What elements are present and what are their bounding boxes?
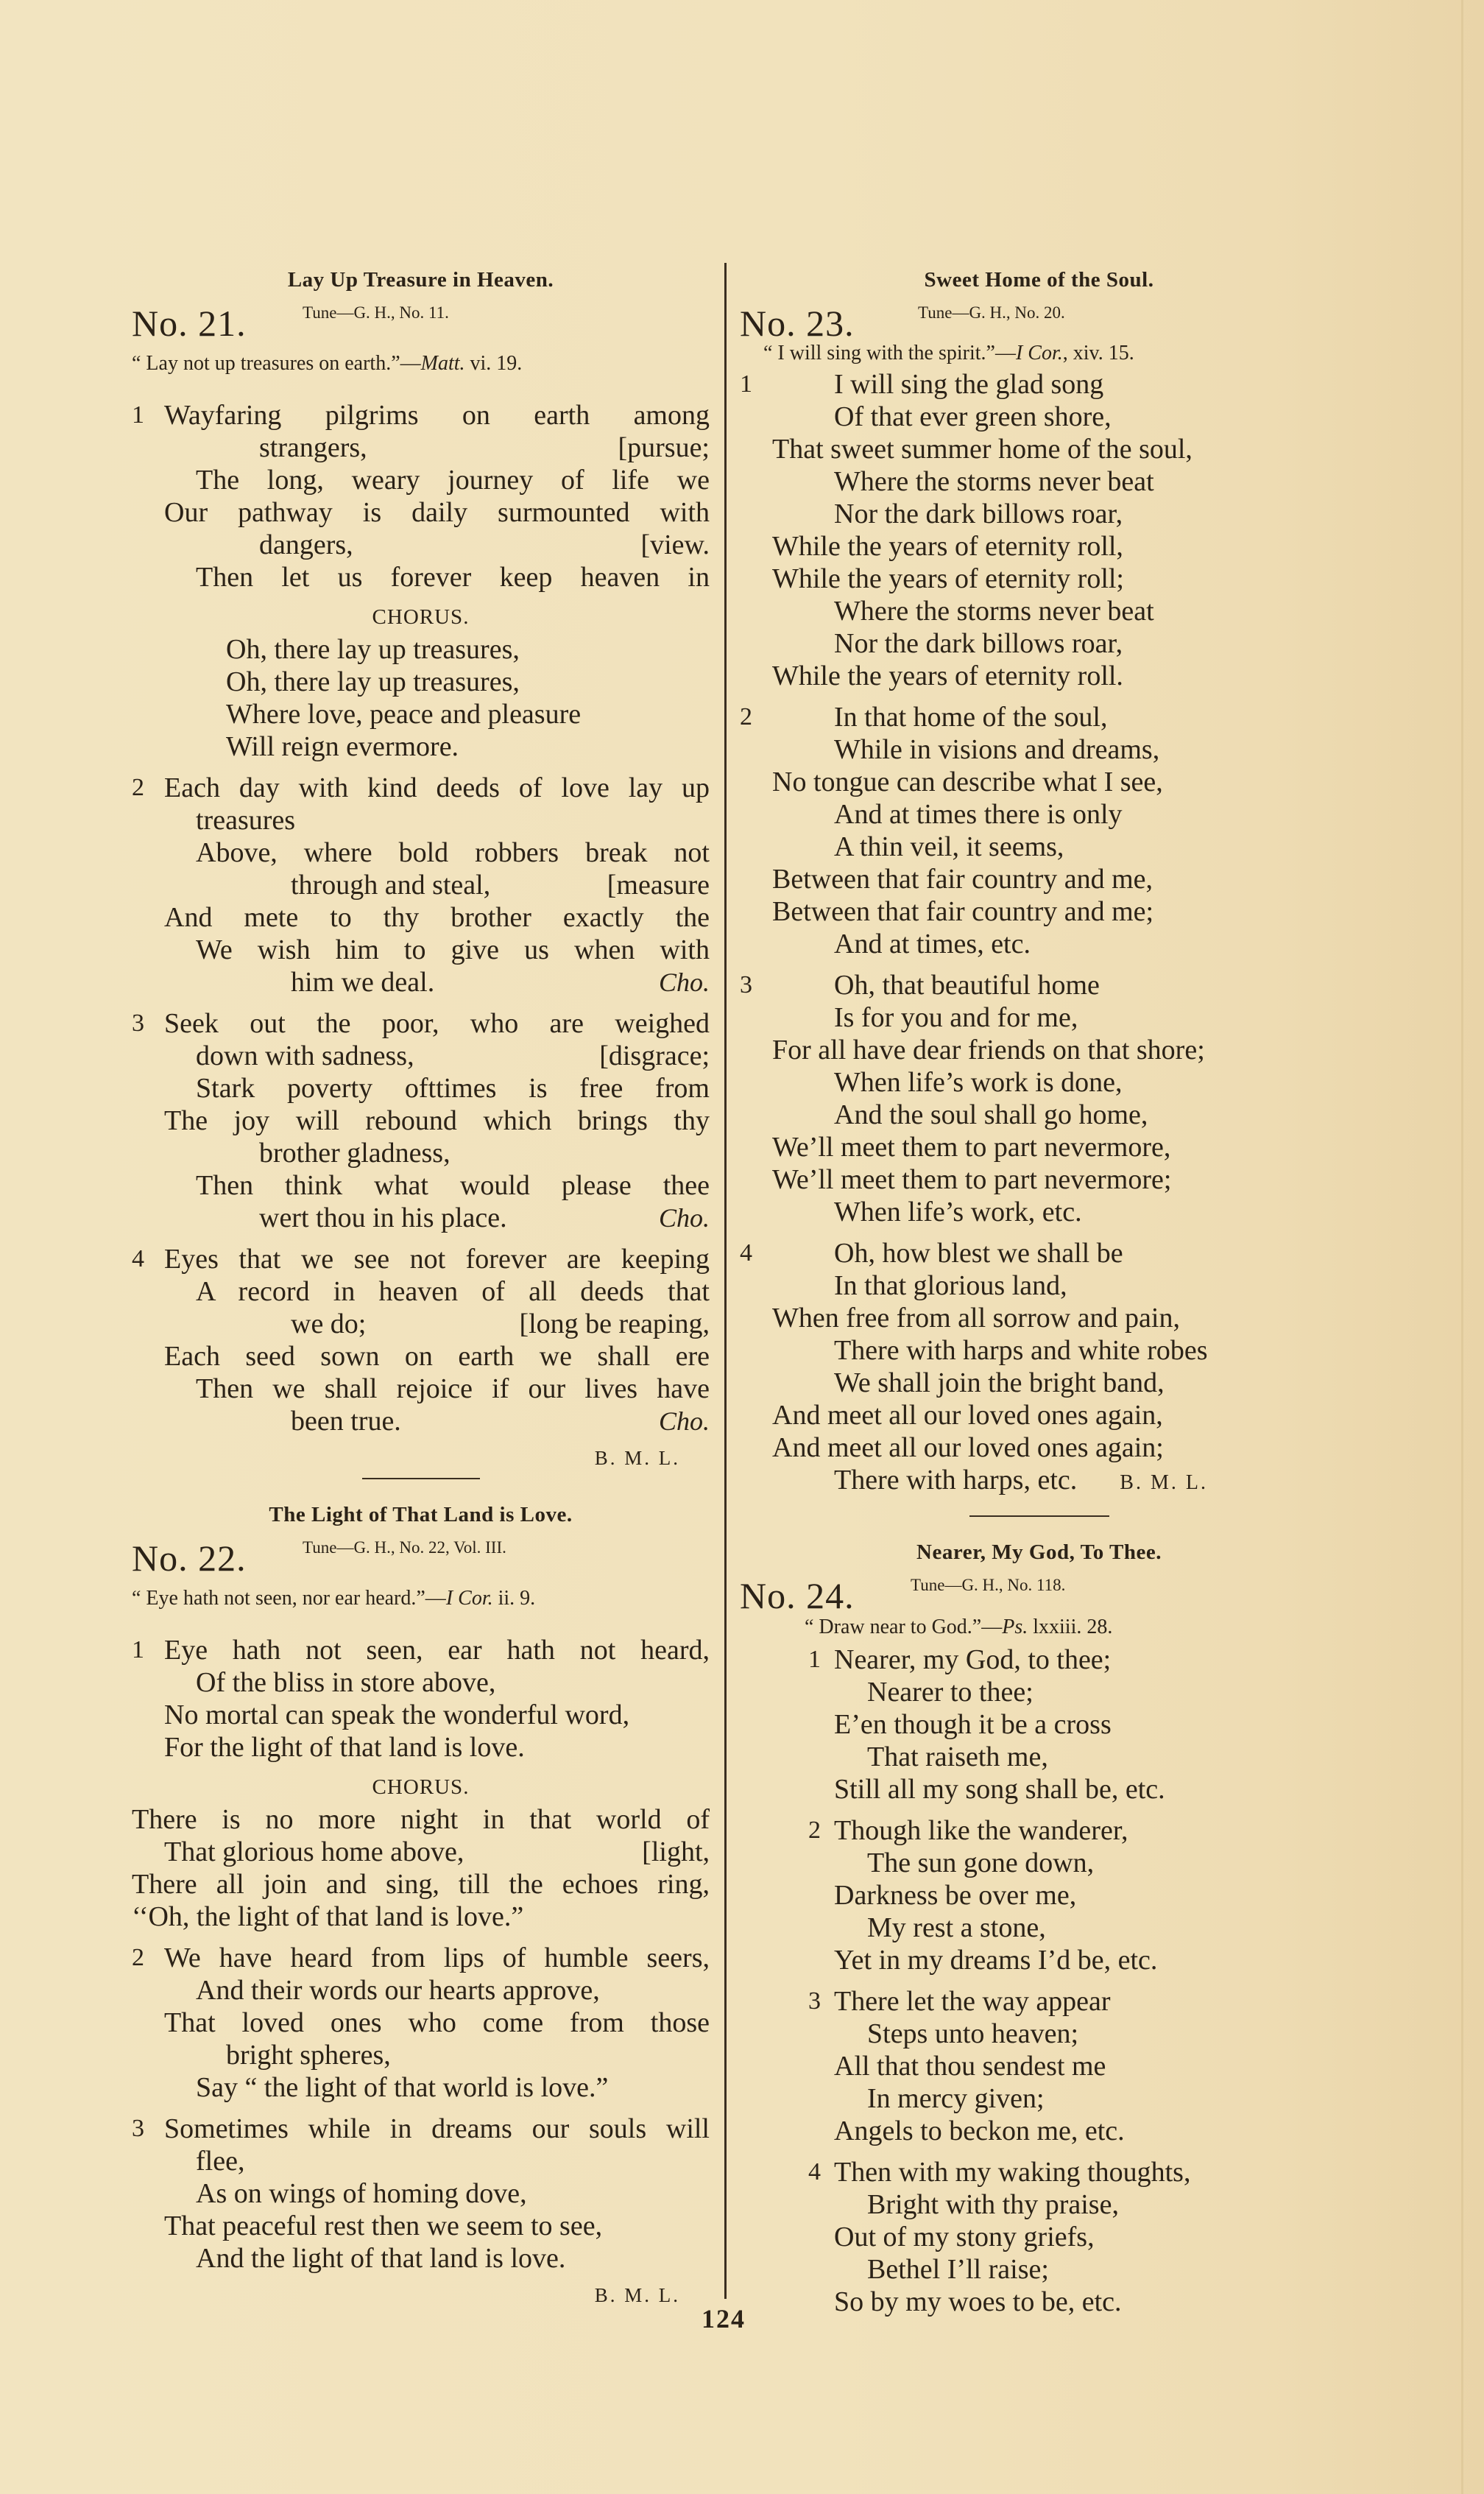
verse-line	[132, 496, 710, 529]
line-text: Sometimes while in dreams our souls will	[164, 2113, 710, 2144]
verse-line	[740, 928, 1338, 960]
line-text: We’ll meet them to part nevermore;	[772, 1164, 1172, 1195]
line-text: Then we shall rejoice if our lives have	[196, 1373, 710, 1404]
line-continuation: [long be reaping,	[519, 1308, 710, 1339]
line-text: While the years of eternity roll,	[772, 531, 1123, 562]
line-text: Out of my stony griefs,	[834, 2222, 1095, 2252]
verse-line	[740, 1131, 1338, 1163]
line-text: Oh, there lay up treasures,	[226, 634, 520, 665]
verse-line	[132, 2242, 710, 2275]
chorus-label: CHORUS.	[372, 1775, 470, 1799]
line-text: Above, where bold robbers break not	[196, 837, 710, 868]
verse-line	[132, 730, 710, 763]
verse-line	[132, 1868, 710, 1901]
line-text: For all have dear friends on that shore;	[772, 1035, 1205, 1065]
verse-line	[740, 1302, 1338, 1334]
verse-line	[132, 1699, 710, 1731]
line-text: So by my woes to be, etc.	[834, 2286, 1122, 2317]
hymn-number: No. 22.	[132, 1537, 247, 1579]
verse-number: 3	[132, 1010, 144, 1037]
verse-line	[740, 1431, 1338, 1464]
verse-number: 4	[808, 2158, 821, 2185]
line-text: In that home of the soul,	[834, 702, 1108, 733]
line-text: No mortal can speak the wonderful word,	[164, 1699, 630, 1730]
line-text: And their words our hearts approve,	[196, 1975, 600, 2006]
verse-line	[740, 1464, 1338, 1496]
verse-line	[132, 529, 710, 561]
line-text: brother gladness,	[259, 1138, 451, 1169]
verse-line	[132, 2113, 710, 2145]
verse-line	[132, 1373, 710, 1405]
line-text: I will sing the glad song	[834, 369, 1104, 400]
line-text: been true.	[291, 1406, 401, 1437]
tune-reference: Tune—G. H., No. 11.	[303, 303, 449, 322]
line-text: There with harps, etc. B. M. L.	[834, 1465, 1208, 1496]
verse-line	[740, 563, 1338, 595]
verse-line	[740, 1814, 1338, 1847]
verse-line	[740, 368, 1338, 401]
line-text: While in visions and dreams,	[834, 734, 1160, 765]
line-text: flee,	[196, 2146, 245, 2177]
hymn-number: No. 24.	[740, 1575, 855, 1616]
chorus-cue: Cho.	[658, 1203, 710, 1233]
line-text: Will reign evermore.	[226, 731, 459, 762]
epigraph-verse: lxxiii. 28.	[1028, 1616, 1113, 1638]
hymn-number-row	[132, 300, 710, 345]
verse-line	[740, 2156, 1338, 2188]
verse-line	[132, 836, 710, 869]
verse-number: 1	[132, 1636, 144, 1663]
line-continuation: [view.	[640, 529, 710, 560]
verse-line	[740, 895, 1338, 928]
line-text: Then with my waking thoughts,	[834, 2157, 1191, 2188]
line-text: Of that ever green shore,	[834, 401, 1112, 432]
epigraph-quote: “ Eye hath not seen, nor ear heard.”—	[132, 1587, 446, 1610]
hymn-title: Lay Up Treasure in Heaven.	[287, 268, 554, 292]
verse-line	[740, 1847, 1338, 1879]
verse-line	[132, 2145, 710, 2177]
line-text: All that thou sendest me	[834, 2051, 1106, 2082]
line-text: Then let us forever keep heaven in	[196, 562, 710, 593]
line-text: we do;	[291, 1308, 367, 1339]
hymn-title: Nearer, My God, To Thee.	[916, 1540, 1162, 1564]
tune-reference: Tune—G. H., No. 118.	[911, 1576, 1066, 1594]
hymn-number-row	[132, 1535, 710, 1579]
line-text: Between that fair country and me,	[772, 864, 1153, 895]
line-text: Of the bliss in store above,	[196, 1667, 496, 1698]
line-text: Stark poverty ofttimes is free from	[196, 1073, 710, 1104]
verse-line	[132, 1405, 710, 1437]
line-text: E’en though it be a cross	[834, 1709, 1112, 1740]
verse-line	[740, 1644, 1338, 1676]
verse-line	[740, 863, 1338, 895]
line-text: We have heard from lips of humble seers,	[164, 1942, 710, 1973]
line-text: In mercy given;	[867, 2083, 1045, 2114]
verse-line	[740, 1985, 1338, 2018]
line-text: Bright with thy praise,	[867, 2189, 1119, 2220]
line-text: That peaceful rest then we seem to see,	[164, 2211, 603, 2241]
verse-number: 2	[132, 1944, 144, 1971]
chorus-cue: Cho.	[658, 968, 710, 997]
scripture-epigraph	[132, 345, 710, 390]
verse-line	[740, 1676, 1338, 1708]
line-text: We’ll meet them to part nevermore,	[772, 1132, 1171, 1163]
line-text: And at times, etc.	[834, 929, 1031, 959]
verse-line	[132, 1202, 710, 1234]
line-text: When life’s work is done,	[834, 1067, 1123, 1098]
line-text: There with harps and white robes	[834, 1335, 1208, 1366]
line-text: through and steal,	[291, 870, 491, 901]
verse-line	[740, 1944, 1338, 1976]
epigraph-quote: “ Lay not up treasures on earth.”—	[132, 352, 421, 375]
verse-line	[740, 2253, 1338, 2286]
verse-line	[132, 1942, 710, 1974]
page-number: 124	[702, 2304, 746, 2333]
verse-number: 4	[132, 1245, 144, 1272]
line-text: While the years of eternity roll.	[772, 661, 1123, 691]
verse-line	[740, 1773, 1338, 1806]
line-text: That sweet summer home of the soul,	[772, 434, 1192, 465]
hymn-title: The Light of That Land is Love.	[269, 1503, 573, 1526]
line-text: Then think what would please thee	[196, 1170, 710, 1201]
verse-line	[740, 1367, 1338, 1399]
line-text: The sun gone down,	[867, 1847, 1095, 1878]
line-text: strangers,	[259, 432, 367, 463]
line-text: We wish him to give us when with	[196, 934, 710, 965]
section-rule	[362, 1478, 480, 1479]
verse-line	[132, 869, 710, 901]
verse-line	[740, 798, 1338, 831]
verse-line	[740, 733, 1338, 766]
verse-line	[132, 1169, 710, 1202]
line-text: In that glorious land,	[834, 1270, 1067, 1301]
line-text: Nearer, my God, to thee;	[834, 1644, 1112, 1675]
line-text: Yet in my dreams I’d be, etc.	[834, 1945, 1158, 1976]
line-text: And meet all our loved ones again;	[772, 1432, 1164, 1463]
verse-line	[740, 1163, 1338, 1196]
line-text: That loved ones who come from those	[164, 2007, 710, 2038]
verse-line	[740, 1034, 1338, 1066]
epigraph-verse: ii. 9.	[492, 1587, 536, 1610]
verse-line	[132, 698, 710, 730]
line-text: When free from all sorrow and pain,	[772, 1303, 1180, 1334]
chorus-label: CHORUS.	[372, 605, 470, 629]
verse-number: 2	[740, 703, 752, 730]
line-text: While the years of eternity roll;	[772, 563, 1124, 594]
hymn-number: No. 21.	[132, 303, 247, 344]
verse-line	[132, 1137, 710, 1169]
author-initials: B. M. L.	[594, 2284, 680, 2306]
verse-line	[740, 1066, 1338, 1099]
line-text: And mete to thy brother exactly the	[164, 902, 710, 933]
verse-line	[740, 2188, 1338, 2221]
verse-line	[740, 433, 1338, 465]
line-text: Angels to beckon me, etc.	[834, 2116, 1125, 2146]
line-text: The long, weary journey of life we	[196, 465, 710, 496]
verse-line	[132, 561, 710, 593]
hymn-number: No. 23.	[740, 303, 855, 344]
column-divider	[724, 263, 727, 2299]
verse-line	[132, 1308, 710, 1340]
line-text: Seek out the poor, who are weighed	[164, 1008, 710, 1039]
line-text: And at times there is only	[834, 799, 1123, 830]
song-24	[740, 1515, 1338, 2318]
verse-line	[132, 1040, 710, 1072]
verse-line	[132, 2039, 710, 2071]
line-continuation: [measure	[607, 870, 710, 901]
verse-line	[740, 1879, 1338, 1912]
line-text: When life’s work, etc.	[834, 1197, 1082, 1227]
verse-line	[132, 666, 710, 698]
verse-line	[740, 1001, 1338, 1034]
verse-line	[132, 2177, 710, 2210]
verse-line	[740, 2221, 1338, 2253]
verse-number: 3	[808, 1987, 821, 2015]
line-text: Say “ the light of that world is love.”	[196, 2072, 609, 2103]
line-text: And meet all our loved ones again,	[772, 1400, 1163, 1431]
verse-line	[740, 1237, 1338, 1269]
line-continuation: [pursue;	[618, 432, 710, 463]
line-text: That raiseth me,	[867, 1741, 1048, 1772]
verse-line	[132, 1072, 710, 1105]
verse-number: 1	[132, 401, 144, 429]
line-text: Eye hath not seen, ear hath not heard,	[164, 1635, 710, 1666]
verse-line	[132, 464, 710, 496]
line-text: treasures	[196, 805, 296, 836]
line-text: Darkness be over me,	[834, 1880, 1077, 1911]
line-text: Though like the wanderer,	[834, 1815, 1128, 1846]
verse-line	[740, 498, 1338, 530]
verse-line	[132, 1666, 710, 1699]
epigraph-quote: “ Draw near to God.”—	[805, 1616, 1003, 1638]
song-22	[132, 1478, 710, 2310]
verse-line	[132, 901, 710, 934]
line-text: Oh, that beautiful home	[834, 970, 1100, 1001]
line-text: The joy will rebound which brings thy	[164, 1105, 710, 1136]
line-text: dangers,	[259, 529, 353, 560]
line-text: Bethel I’ll raise;	[867, 2254, 1049, 2285]
verse-number: 3	[740, 971, 752, 998]
chorus-cue: Cho.	[658, 1406, 710, 1436]
line-text: As on wings of homing dove,	[196, 2178, 527, 2209]
hymn-number-row	[740, 1573, 1338, 1616]
verse-line	[740, 1399, 1338, 1431]
line-text: Between that fair country and me;	[772, 896, 1154, 927]
line-text: Eyes that we see not forever are keeping	[164, 1244, 710, 1275]
verse-line	[132, 633, 710, 666]
line-text: We shall join the bright band,	[834, 1367, 1165, 1398]
left-column	[132, 259, 710, 2310]
line-text: My rest a stone,	[867, 1912, 1046, 1943]
verse-line	[740, 831, 1338, 863]
line-text: And the soul shall go home,	[834, 1099, 1148, 1130]
verse-line	[132, 1901, 710, 1933]
line-text: That glorious home above,	[164, 1836, 464, 1867]
epigraph-verse: vi. 19.	[464, 352, 523, 375]
verse-line	[132, 1803, 710, 1836]
verse-line	[740, 1708, 1338, 1741]
line-text: No tongue can describe what I see,	[772, 767, 1163, 797]
verse-line	[740, 2050, 1338, 2082]
line-text: And the light of that land is love.	[196, 2243, 566, 2274]
verse-line	[132, 1634, 710, 1666]
verse-line	[740, 1334, 1338, 1367]
verse-number: 1	[808, 1646, 821, 1673]
verse-line	[740, 627, 1338, 660]
line-text: Steps unto heaven;	[867, 2018, 1079, 2049]
line-text: Nearer to thee;	[867, 1677, 1034, 1708]
verse-line	[740, 595, 1338, 627]
line-continuation: [disgrace;	[599, 1040, 710, 1071]
verse-number: 4	[740, 1239, 752, 1267]
line-text: bright spheres,	[226, 2040, 391, 2071]
line-text: Oh, there lay up treasures,	[226, 666, 520, 697]
section-rule	[969, 1515, 1109, 1517]
tune-reference: Tune—G. H., No. 20.	[918, 303, 1065, 322]
author-initials: B. M. L.	[1120, 1471, 1208, 1494]
verse-line	[132, 1340, 710, 1373]
verse-line	[132, 1974, 710, 2007]
verse-line	[740, 1196, 1338, 1228]
line-text: Where the storms never beat	[834, 466, 1154, 497]
line-text: Each day with kind deeds of love lay up	[164, 772, 710, 803]
verse-line	[132, 1243, 710, 1275]
line-text: him we deal.	[291, 967, 435, 998]
line-text: A record in heaven of all deeds that	[196, 1276, 710, 1307]
verse-line	[132, 772, 710, 804]
verse-line	[132, 1007, 710, 1040]
verse-line	[740, 1912, 1338, 1944]
verse-line	[132, 1105, 710, 1137]
line-text: Wayfaring pilgrims on earth among	[164, 400, 710, 431]
verse-line	[132, 934, 710, 966]
line-text: Where the storms never beat	[834, 596, 1154, 627]
verse-line	[740, 530, 1338, 563]
verse-line	[740, 969, 1338, 1001]
line-text: There let the way appear	[834, 1986, 1111, 2017]
line-text: For the light of that land is love.	[164, 1732, 525, 1763]
line-text: Is for you and for me,	[834, 1002, 1078, 1033]
verse-line	[132, 399, 710, 431]
author-initials: B. M. L.	[594, 1447, 680, 1469]
line-continuation: [light,	[642, 1836, 710, 1867]
verse-number: 2	[808, 1817, 821, 1844]
verse-number: 3	[132, 2115, 144, 2142]
verse-line	[132, 966, 710, 998]
verse-line	[740, 1099, 1338, 1131]
verse-line	[132, 1275, 710, 1308]
verse-line	[132, 431, 710, 464]
line-text: A thin veil, it seems,	[834, 831, 1064, 862]
song-23	[740, 259, 1338, 1496]
line-text: Nor the dark billows roar,	[834, 628, 1123, 659]
verse-number: 2	[132, 774, 144, 801]
verse-line	[740, 401, 1338, 433]
verse-line	[740, 701, 1338, 733]
verse-line	[740, 465, 1338, 498]
line-text: ‘‘Oh, the light of that land is love.”	[132, 1901, 524, 1932]
right-column	[740, 259, 1338, 2318]
verse-line	[740, 660, 1338, 692]
verse-number: 1	[740, 370, 752, 398]
epigraph-quote: “ I will sing with the spirit.”—	[763, 342, 1016, 364]
tune-reference: Tune—G. H., No. 22, Vol. III.	[303, 1538, 506, 1557]
verse-line	[132, 804, 710, 836]
verse-line	[132, 2210, 710, 2242]
line-text: Still all my song shall be, etc.	[834, 1774, 1165, 1805]
epigraph-book: Matt.	[420, 352, 465, 375]
epigraph-book: Ps.	[1002, 1616, 1028, 1638]
epigraph-book: I Cor.	[1015, 342, 1063, 364]
verse-line	[132, 2071, 710, 2104]
line-text: There is no more night in that world of	[132, 1804, 710, 1835]
line-text: Where love, peace and pleasure	[226, 699, 582, 730]
epigraph-verse: , xiv. 15.	[1062, 342, 1134, 364]
line-text: Oh, how blest we shall be	[834, 1238, 1123, 1269]
epigraph-book: I Cor.	[445, 1587, 493, 1610]
line-text: Our pathway is daily surmounted with	[164, 497, 710, 528]
verse-line	[740, 1741, 1338, 1773]
hymn-title: Sweet Home of the Soul.	[924, 268, 1154, 292]
paper-edge-streak	[1461, 0, 1463, 2494]
verse-line	[740, 2018, 1338, 2050]
scripture-epigraph	[132, 1579, 710, 1625]
verse-line	[132, 1836, 710, 1868]
line-text: Nor the dark billows roar,	[834, 499, 1123, 529]
line-text: wert thou in his place.	[259, 1202, 507, 1233]
song-21	[132, 259, 710, 1473]
verse-line	[740, 766, 1338, 798]
line-text: There all join and sing, till the echoes ring,	[132, 1869, 710, 1900]
hymn-number-row	[740, 300, 1338, 344]
verse-line	[132, 2007, 710, 2039]
verse-line	[132, 1731, 710, 1764]
verse-line	[740, 2082, 1338, 2115]
verse-line	[740, 2115, 1338, 2147]
verse-line	[740, 1269, 1338, 1302]
line-text: down with sadness,	[196, 1040, 414, 1071]
line-text: Each seed sown on earth we shall ere	[164, 1341, 710, 1372]
